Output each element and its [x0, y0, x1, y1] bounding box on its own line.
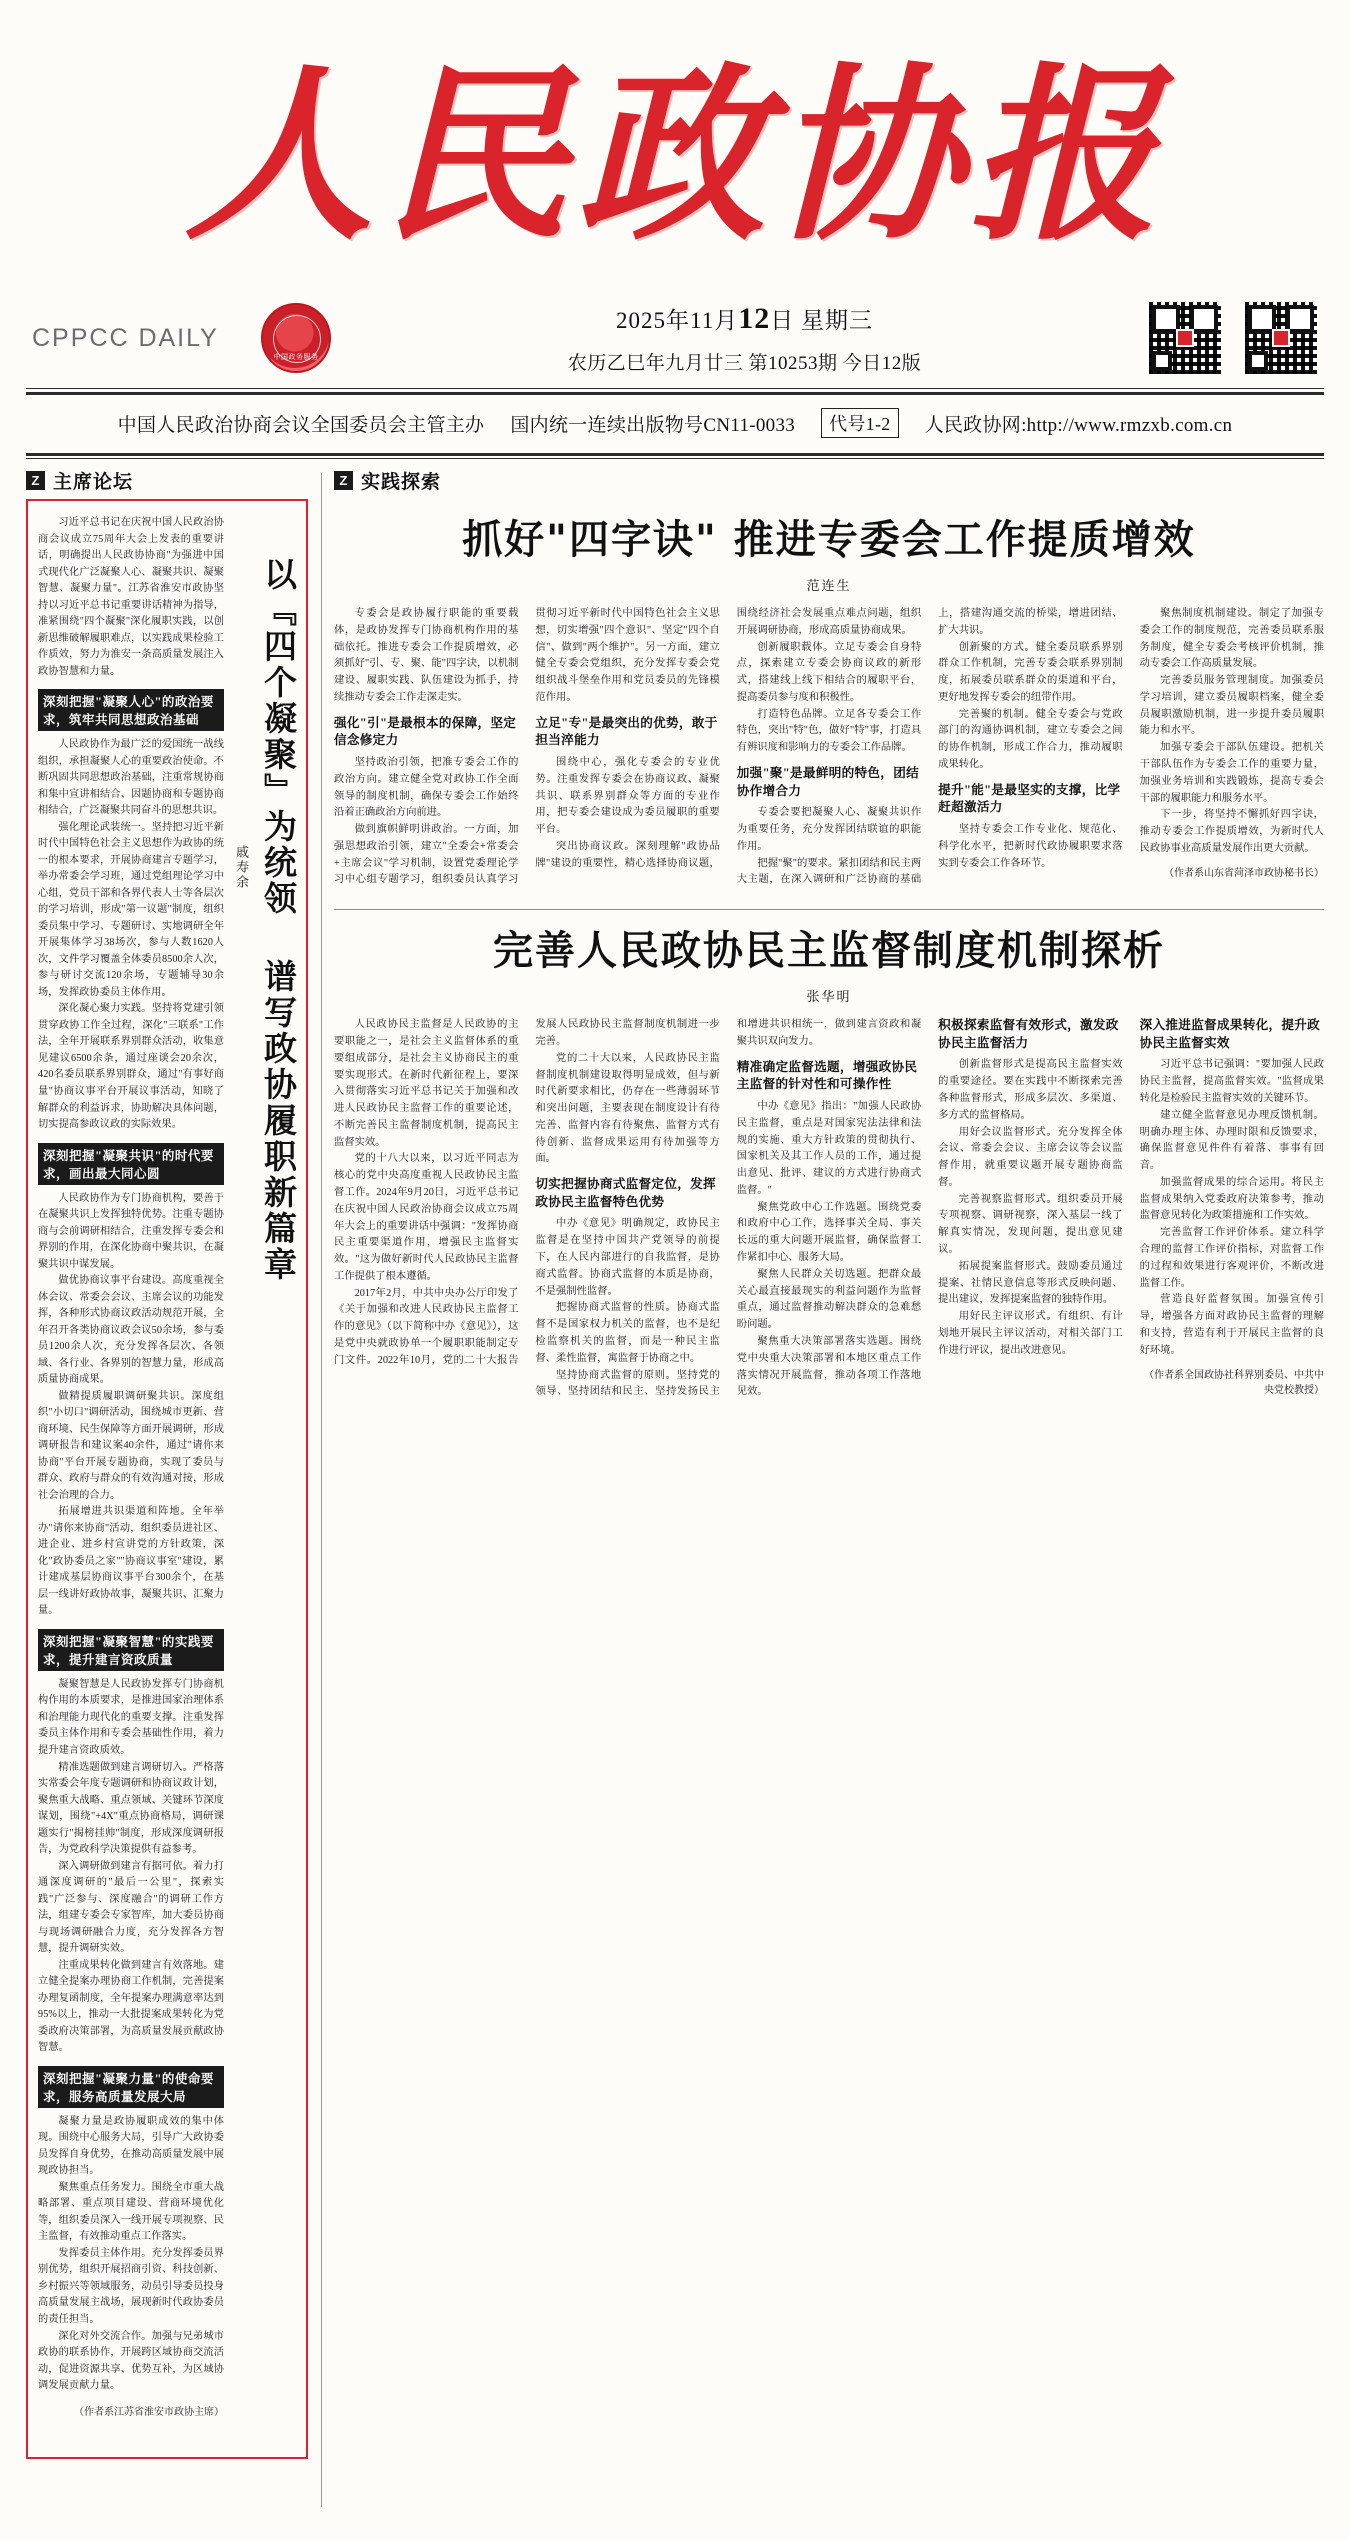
divider-bottom-thick	[26, 453, 1324, 456]
featured-para: 深化对外交流合作。加强与兄弟城市政协的联系协作，开展跨区域协商交流活动，促进资源共享、优势互补，为区域协调发展贡献力量。	[38, 2330, 225, 2392]
section-mark-icon: Z	[334, 471, 353, 490]
cn-number-text: 国内统一连续出版物号CN11-0033	[510, 414, 796, 436]
featured-subhead-1: 深刻把握"凝聚人心"的政治要求，筑牢共同思想政治基础	[38, 689, 224, 731]
article-para: 坚持专委会工作专业化、规范化、科学化水平，把新时代政协履职要求落实到专委会工作各环节。	[938, 824, 1123, 869]
article-para: 创新履职载体。立足专委会自身特点，探索建立专委会协商议政的新形式，搭建线上线下相结合的履职平台，提高委员参与度和积极性。	[736, 641, 922, 703]
lunar-issue-line: 农历乙巳年九月廿三 第10253期 今日12版	[567, 352, 922, 374]
seal-logo	[261, 303, 331, 373]
article-para: 聚焦重大决策部署落实选题。围绕党中央重大决策部署和本地区重点工作落实情况开展监督，推动各项工作落地见效。	[736, 1335, 922, 1398]
featured-para: 人民政协作为最广泛的爱国统一战线组织，承担凝聚人心的重要政治使命。不断巩固共同思想政治基础，注重常规协商和集中宣讲相结合、因题协商和专题协商相结合，广泛凝聚共同奋斗的思想共识。	[38, 739, 225, 817]
article-one-subhead-4: 提升"能"是最坚实的支撑，比学赶超激活力	[938, 782, 1121, 815]
featured-subhead-3: 深刻把握"凝聚智慧"的实践要求，提升建言资政质量	[38, 1629, 224, 1671]
article-para: 坚持协商式监督的原则。坚持党的领导、坚持团结和民主、坚持发扬民主和增进共识相统一，做到建言资政和凝聚共识双向发力。	[535, 1019, 922, 1398]
article-para: 围绕中心，强化专委会的专业优势。注重发挥专委会在协商议政、凝聚共识、联系界别群众等方面的专业作用，把专委会建设成为委员履职的重要平台。	[535, 756, 720, 836]
featured-para: 凝聚智慧是人民政协发挥专门协商机构作用的本质要求，是推进国家治理体系和治理能力现代化的重要支撑。注重发挥委员主体作用和专委会基础性作用，着力提升建言资政质效。	[38, 1678, 225, 1756]
masthead-info-bar	[26, 290, 1324, 386]
featured-para: 发挥委员主体作用。充分发挥委员界别优势，组织开展招商引资、科技创新、乡村振兴等领域服务，动员引导委员投身高质量发展主战场，展现新时代政协委员的责任担当。	[38, 2247, 225, 2325]
section-label-forum: 主席论坛	[53, 472, 134, 493]
featured-para: 强化理论武装统一。坚持把习近平新时代中国特色社会主义思想作为政协的统一的根本要求，开展协商建言专题学习，举办常委会学习班，通过党组理论学习中心组，党员干部和各界代表人士等各层次的学习培训，形成"第一议题"制度，组织委员集中学习、专题研讨、实地调研全年开展集体学习38场次，参与人数1620人次，文件学习覆盖全体委员8500余人次，参与研讨交流120余场，专题辅导30余场，发挥政协委员主体作用。	[38, 821, 225, 998]
article-one-subhead-3: 加强"聚"是最鲜明的特色，团结协作增合力	[736, 766, 919, 798]
featured-para: 精准选题做到建言调研切入。严格落实常委会年度专题调研和协商议政计划，聚焦重大战略、重点领域、关键环节深度谋划，围绕"+4X"重点协商格局，调研课题实行"揭榜挂帅"制度，形成深度调研报告，为党政科学决策提供有益参考。	[38, 1761, 225, 1856]
article-one-title: 抓好"四字诀" 推进专委会工作提质增效	[462, 516, 1196, 563]
featured-para: 深入调研做到建言有据可依。着力打通深度调研的"最后一公里"，探索实践"广泛参与、深度融合"的调研工作方法，组建专委会专家智库，加大委员协商与现场调研融合力度，充分发挥各方智慧，提升调研实效。	[38, 1860, 225, 1955]
article-para: 加强监督成果的综合运用。将民主监督成果纳入党委政府决策参考，推动监督意见转化为政策措施和工作实效。	[1139, 1176, 1324, 1222]
article-para: 聚焦党政中心工作选题。围绕党委和政府中心工作，选择事关全局、事关长远的重大问题开展监督，确保监督工作紧扣中心、服务大局。	[736, 1201, 922, 1264]
featured-article-box	[26, 499, 308, 2459]
featured-para: 凝聚力量是政协履职成效的集中体现。围绕中心服务大局，引导广大政协委员发挥自身优势，在推动高质量发展中展现政协担当。	[38, 2115, 225, 2177]
article-one-sign: （作者系山东省菏泽市政协秘书长）	[1163, 867, 1324, 879]
divider-top-thin	[26, 388, 1324, 389]
section-header-practice	[334, 467, 1324, 499]
featured-article-byline: 戚寿余	[234, 845, 250, 890]
article-para: 把握协商式监督的性质。协商式监督不是国家权力机关的监督，也不是纪检监察机关的监督，而是一种民主监督、柔性监督，寓监督于协商之中。	[535, 1302, 720, 1364]
article-para: 中办《意见》指出："加强人民政协民主监督，重点是对国家宪法法律和法规的实施、重大方针政策的贯彻执行、国家机关及其工作人员的工作，通过提出意见、批评、建议的方式进行协商式监督。"	[736, 1101, 922, 1196]
section-mark-icon: Z	[26, 471, 45, 490]
right-column	[334, 467, 1324, 2507]
article-para: 聚焦制度机制建设。制定了加强专委会工作的制度规范，完善委员联系服务制度，健全专委会考核评价机制，推动专委会工作高质量发展。	[1139, 608, 1324, 670]
article-para: 2017年2月，中共中央办公厅印发了《关于加强和改进人民政协民主监督工作的意见》（以下简称中办《意见》），这是党中央就政协单一个履职职能制定专门文件。2022年10月，党的二十大报告发展人民政协民主监督制度机制进一步完善。	[334, 1019, 720, 1366]
publication-date	[341, 302, 1148, 336]
featured-para: 人民政协作为专门协商机构，要善于在凝聚共识上发挥独特优势。注重专题协商与会前调研相结合，注重发挥专委会和界别的作用，在深化协商中聚共识，在凝聚共识中谋发展。	[38, 1192, 225, 1270]
article-para: 打造特色品牌。立足各专委会工作特色，突出"特"色，做好"特"事，打造具有辨识度和影响力的专委会工作品牌。	[736, 708, 922, 754]
newspaper-page	[0, 36, 1350, 2540]
article-one-columns	[334, 606, 1324, 889]
article-para: 完善监督工作评价体系。建立科学合理的监督工作评价指标，对监督工作的过程和效果进行客观评价，不断改进监督工作。	[1139, 1227, 1324, 1289]
code-badge: 代号1-2	[821, 408, 899, 438]
article-two-subhead-3: 积极探索监督有效形式，激发政协民主监督活力	[938, 1018, 1119, 1050]
seal-label: 中国政务服务	[273, 353, 319, 361]
qr-code-group	[1148, 301, 1324, 375]
article-para: 党的二十大以来，人民政协民主监督制度机制建设取得明显成效，但与新时代新要求相比，仍存在一些薄弱环节和突出问题，主要表现在制度设计有待完善、监督内容有待聚焦、监督方式有待创新、监督成果运用有待加强等方面。	[535, 1052, 720, 1165]
left-column	[26, 467, 308, 2507]
article-para: 专委会是政协履行职能的重要载体，是政协发挥专门协商机构作用的基础依托。推进专委会工作提质增效，必须抓好"引、专、聚、能"四字诀，以机制建设、履职实践、队伍建设为抓手，持续推动专委会工作走深走实。	[334, 608, 519, 703]
section-header-forum	[26, 467, 308, 499]
featured-para: 拓展增进共识渠道和阵地。全年举办"请你来协商"活动，组织委员进社区、进企业、进乡村宣讲党的方针政策，深化"政协委员之家""协商议事室"建设，累计建成基层协商议事平台300余个，在基层一线讲好政协故事，凝聚共识、汇聚力量。	[38, 1506, 225, 1617]
article-para: 建立健全监督意见办理反馈机制。明确办理主体、办理时限和反馈要求，确保监督意见件件有着落、事事有回音。	[1139, 1109, 1324, 1172]
date-year-month: 2025年11月	[616, 307, 739, 333]
qr-code-icon-left[interactable]	[1148, 301, 1222, 375]
publisher-line	[26, 395, 1324, 450]
article-para: 中办《意见》明确规定，政协民主监督是在坚持中国共产党领导的前提下，在人民内部进行的自我监督，是协商式监督。协商式监督的本质是协商，不是强制性监督。	[535, 1218, 720, 1297]
featured-para: 做精提质履职调研聚共识。深度组织"小切口"调研活动，围绕城市更新、营商环境、民生保障等方面开展调研，形成调研报告和建议案40余件，通过"请你来协商"平台开展专题协商，实现了委员与群众、政府与群众的有效沟通对接，形成社会治理的合力。	[38, 1390, 225, 1501]
featured-article-sign: （作者系江苏省淮安市政协主席）	[74, 2406, 225, 2418]
column-divider	[308, 467, 334, 2507]
article-para: 用好会议监督形式。充分发挥全体会议、常委会会议、主席会议等会议监督作用，就重要议题开展专题协商监督。	[938, 1126, 1123, 1188]
article-para: 完善委员服务管理制度。加强委员学习培训，建立委员履职档案，健全委员履职激励机制，进一步提升委员履职能力和水平。	[1139, 675, 1324, 737]
date-weekday: 日 星期三	[770, 307, 873, 333]
article-para: 把握"聚"的要求。紧扣团结和民主两大主题，在深入调研和广泛协商的基础上，搭建沟通交流的桥梁，增进团结、扩大共识。	[736, 608, 1123, 886]
featured-para: 做优协商议事平台建设。高度重视全体会议、常委会会议、主席会议的功能发挥，各种形式协商议政活动规范开展，全年召开各类协商议政会议50余场，参与委员1200余人次，充分发挥各层次、各领域、各行业、各界别的智慧力量，形成高质量协商成果。	[38, 1275, 225, 1386]
page-content	[26, 467, 1324, 2507]
featured-subhead-4: 深刻把握"凝聚力量"的使命要求，服务高质量发展大局	[38, 2066, 224, 2108]
date-block	[331, 302, 1148, 375]
article-two-subhead-4: 深入推进监督成果转化，提升政协民主监督实效	[1139, 1018, 1321, 1050]
sponsor-text: 中国人民政治协商会议全国委员会主管主办	[117, 414, 485, 436]
article-para: 完善视察监督形式。组织委员开展专项视察、调研视察，深入基层一线了解真实情况，发现问题，提出意见建议。	[938, 1193, 1123, 1256]
website-text: 人民政协网:http://www.rmzxb.com.cn	[924, 414, 1233, 436]
section-label-practice: 实践探索	[361, 472, 442, 493]
article-para: 用好民主评议形式。有组织、有计划地开展民主评议活动，对相关部门工作进行评议，提出改进意见。	[938, 1311, 1123, 1356]
featured-article-body	[38, 515, 224, 2447]
featured-lead-paragraph: 习近平总书记在庆祝中国人民政治协商会议成立75周年大会上发表的重要讲话，明确提出人民政协协商"为强进中国式现代化广泛凝聚人心、凝聚共识、凝聚智慧、凝聚力量"。江苏省淮安市政协坚持以习近平总书记重要讲话精神为指导，准紧围绕"四个凝聚"深化履职实践，以创新思维破解履职难点，以实践成果检验工作质效，努力为淮安一条高质量发展注入政协智慧和力量。	[38, 517, 225, 677]
article-para: 拓展提案监督形式。鼓励委员通过提案、社情民意信息等形式反映问题、提出建议，发挥提案监督的独特作用。	[938, 1260, 1123, 1306]
english-title: CPPCC DAILY	[32, 323, 219, 352]
article-para: 党的十八大以来，以习近平同志为核心的党中央高度重视人民政协民主监督工作。2024年9月20日，习近平总书记在庆祝中国人民政治协商会议成立75周年大会上的重要讲话中强调："发挥协商民主重要渠道作用，增强民主监督实效。"这为做好新时代人民政协民主监督工作提供了根本遵循。	[334, 1153, 519, 1282]
article-two-author: 张华明	[806, 989, 852, 1005]
featured-para: 聚焦重点任务发力。围绕全市重大战略部署、重点项目建设、营商环境优化等，组织委员深入一线开展专项视察、民主监督，有效推动重点工作落实。	[38, 2181, 225, 2243]
article-para: 习近平总书记强调："要加强人民政协民主监督，提高监督实效。"监督成果转化是检验民主监督实效的关键环节。	[1139, 1059, 1324, 1104]
masthead	[26, 36, 1324, 286]
article-one-author: 范连生	[806, 578, 852, 593]
article-para: 专委会要把凝聚人心、凝聚共识作为重要任务，充分发挥团结联谊的职能作用。	[736, 807, 922, 852]
article-para: 聚焦人民群众关切选题。把群众最关心最直接最现实的利益问题作为监督重点，通过监督推动解决群众的急难愁盼问题。	[736, 1268, 922, 1331]
article-two-title: 完善人民政协民主监督制度机制探析	[493, 927, 1165, 975]
article-para: 加强专委会干部队伍建设。把机关干部队伍作为专委会工作的重要力量，加强业务培训和实践锻炼，提高专委会干部的履职能力和服务水平。	[1139, 742, 1324, 804]
article-two-sign: （作者系全国政协社科界别委员、中共中央党校教授）	[1143, 1369, 1324, 1396]
article-two-columns	[334, 1017, 1324, 1401]
article-para: 做到旗帜鲜明讲政治。一方面，加强思想政治引领，建立"全委会+常委会+主席会议"学习机制，设置党委理论学习中心组专题学习，组织委员认真学习贯彻习近平新时代中国特色社会主义思想，切实增强"四个意识"、坚定"四个自信"、做到"两个维护"。另一方面，建立健全专委会党组织，充分发挥专委会党组织战斗堡垒作用和党员委员的先锋模范作用。	[334, 608, 720, 886]
date-day: 12	[738, 301, 771, 335]
featured-article-title: 以『四个凝聚』为统领 谱写政协履职新篇章	[259, 557, 298, 1283]
featured-subhead-2: 深刻把握"凝聚共识"的时代要求，画出最大同心圆	[38, 1143, 224, 1185]
featured-para: 深化凝心聚力实践。坚持将党建引领贯穿政协工作全过程，深化"三联系"工作法，全年开展联系界别群众活动，收集意见建议6500余条，通过座谈会20余次，420名委员联系界别群众，通过"有事好商量"协商议事平台开展议事活动，知晓了解群众的利益诉求，协助解决具体问题，切实提高参政议政的实际效果。	[38, 1003, 225, 1131]
article-two-subhead-2: 精准确定监督选题，增强政协民主监督的针对性和可操作性	[736, 1059, 918, 1092]
featured-para: 注重成果转化做到建言有效落地。建立健全提案办理协商工作机制，完善提案办理复函制度，全年提案办理满意率达到95%以上，推动一大批提案成果转化为党委政府决策部署，为高质量发展贡献政协智慧。	[38, 1959, 225, 2054]
article-para: 完善聚的机制。健全专委会与党政部门的沟通协调机制，建立专委会之间的协作机制，形成工作合力，推动履职成果转化。	[938, 708, 1123, 771]
article-para: 创新聚的方式。健全委员联系界别群众工作机制，完善专委会联系界别制度，拓展委员联系群众的渠道和平台，更好地发挥专委会的纽带作用。	[938, 641, 1123, 703]
article-para: 下一步，将坚持不懈抓好四字诀，推动专委会工作提质增效，为新时代人民政协事业高质量发展作出更大贡献。	[1139, 809, 1324, 854]
article-two	[334, 910, 1324, 1401]
divider-bottom-thin	[26, 458, 1324, 459]
article-para: 营造良好监督氛围。加强宣传引导，增强各方面对政协民主监督的理解和支持，营造有利于开展民主监督的良好环境。	[1139, 1294, 1324, 1356]
article-para: 坚持政治引领，把准专委会工作的政治方向。建立健全党对政协工作全面领导的制度机制，确保专委会工作始终沿着正确政治方向前进。	[334, 756, 519, 819]
article-para: 突出协商议政。深刻理解"政协品牌"建设的重要性，精心选择协商议题，围绕经济社会发展重点难点问题，组织开展调研协商，形成高质量协商成果。	[535, 608, 922, 869]
newspaper-title: 人民政协报	[185, 45, 1165, 266]
article-one-subhead-2: 立足"专"是最突出的优势，敢于担当淬能力	[535, 715, 718, 748]
article-para: 创新监督形式是提高民主监督实效的重要途径。要在实践中不断探索完善各种监督形式，形成多层次、多渠道、多方式的监督格局。	[938, 1059, 1123, 1121]
article-para: 人民政协民主监督是人民政协的主要职能之一，是社会主义监督体系的重要组成部分，是社会主义协商民主的重要实现形式。在新时代新征程上，要深入贯彻落实习近平总书记关于加强和改进人民政协民主监督工作的重要论述，不断完善民主监督制度机制，提高民主监督实效。	[334, 1019, 519, 1148]
qr-code-icon-right[interactable]	[1244, 301, 1318, 375]
article-two-subhead-1: 切实把握协商式监督定位，发挥政协民主监督特色优势	[535, 1177, 716, 1209]
article-one	[334, 499, 1324, 889]
article-one-subhead-1: 强化"引"是最根本的保障，坚定信念修定力	[334, 715, 517, 748]
